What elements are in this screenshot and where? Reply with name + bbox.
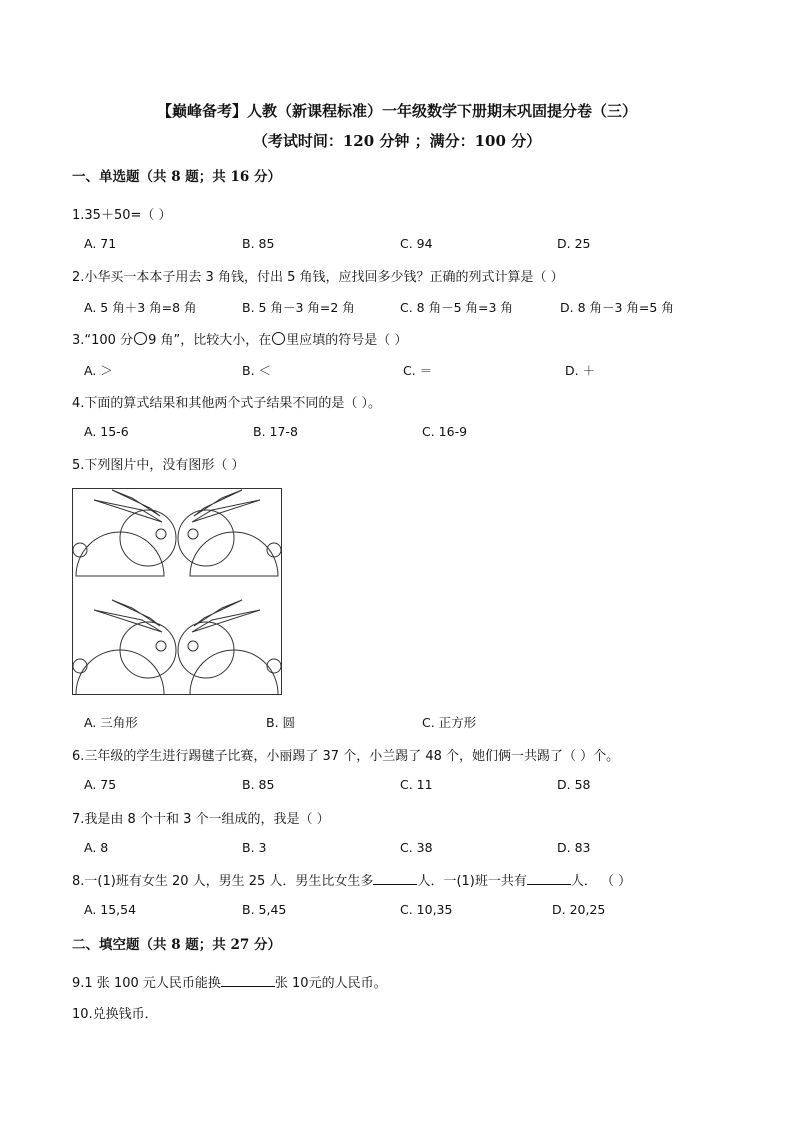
q8-option-a: A. 15,54	[84, 902, 137, 917]
answer-blank[interactable]	[527, 872, 571, 885]
q3-option-d: D. ＋	[565, 363, 596, 378]
q8-stem-part-a: 8.一(1)班有女生 20 人，男生 25 人．男生比女生多	[72, 874, 374, 889]
question-4: 4.下面的算式结果和其他两个式子结果不同的是（ ）。	[72, 396, 382, 411]
circle-blank-icon	[272, 332, 285, 345]
q7-option-b: B. 3	[242, 840, 267, 855]
circle-blank-icon	[134, 332, 147, 345]
q1-option-c: C. 94	[400, 236, 433, 251]
q6-option-b: B. 85	[242, 777, 275, 792]
q4-option-b: B. 17-8	[253, 424, 298, 439]
q2-option-d: D. 8 角－3 角=5 角	[560, 300, 674, 315]
rabbit-shapes-image	[72, 488, 282, 695]
question-7: 7.我是由 8 个十和 3 个一组成的，我是（ ）	[72, 812, 330, 827]
q5-option-c: C. 正方形	[422, 715, 477, 730]
q2-option-b: B. 5 角－3 角=2 角	[242, 300, 355, 315]
q3-stem-part-b: 9 角”，比较大小，在	[148, 333, 272, 348]
q8-stem-part-b: 人．一(1)班一共有	[417, 874, 527, 889]
question-2: 2.小华买一本本子用去 3 角钱，付出 5 角钱，应找回多少钱？正确的列式计算是（ ）	[72, 270, 564, 285]
section-heading-single-choice: 一、单选题（共 8 题；共 16 分）	[72, 169, 281, 185]
question-6: 6.三年级的学生进行踢毽子比赛，小丽踢了 37 个，小兰踢了 48 个，她们俩一共踢了（ ）个。	[72, 749, 620, 764]
q3-option-a: A. ＞	[84, 363, 113, 378]
q5-option-a: A. 三角形	[84, 715, 138, 730]
q2-option-c: C. 8 角－5 角=3 角	[400, 300, 513, 315]
q1-option-d: D. 25	[557, 236, 591, 251]
q6-option-c: C. 11	[400, 777, 433, 792]
section-heading-fill-in: 二、填空题（共 8 题；共 27 分）	[72, 937, 281, 953]
q4-option-c: C. 16-9	[422, 424, 468, 439]
question-10: 10.兑换钱币．	[72, 1007, 158, 1022]
q6-option-a: A. 75	[84, 777, 117, 792]
q9-stem-part-a: 9.1 张 100 元人民币能换	[72, 976, 221, 991]
q3-stem-part-a: 3.“100 分	[72, 333, 134, 348]
exam-title: 【巅峰备考】人教（新课程标准）一年级数学下册期末巩固提分卷（三）	[156, 102, 637, 120]
question-9	[72, 972, 387, 991]
answer-blank[interactable]	[221, 974, 275, 987]
q6-option-d: D. 58	[557, 777, 591, 792]
q4-option-a: A. 15-6	[84, 424, 129, 439]
q8-option-b: B. 5,45	[242, 902, 287, 917]
q5-option-b: B. 圆	[266, 715, 296, 730]
question-3	[72, 329, 407, 348]
q8-option-d: D. 20,25	[552, 902, 606, 917]
exam-subtitle: （考试时间：120 分钟 ；满分：100 分）	[252, 132, 542, 150]
q1-option-a: A. 71	[84, 236, 117, 251]
q7-option-c: C. 38	[400, 840, 433, 855]
q3-option-c: C. ＝	[403, 363, 433, 378]
q2-option-a: A. 5 角＋3 角=8 角	[84, 300, 197, 315]
q8-option-c: C. 10,35	[400, 902, 453, 917]
q3-option-b: B. ＜	[242, 363, 272, 378]
q7-option-d: D. 83	[557, 840, 591, 855]
q8-stem-part-c: 人． （ ）	[570, 874, 632, 889]
q9-stem-part-b: 张 10元的人民币。	[274, 976, 387, 991]
question-8	[72, 870, 631, 889]
q1-option-b: B. 85	[242, 236, 275, 251]
rabbit-shapes-figure	[72, 488, 282, 695]
question-5: 5.下列图片中，没有图形（ ）	[72, 458, 245, 473]
answer-blank[interactable]	[373, 872, 417, 885]
q3-stem-part-c: 里应填的符号是（ ）	[286, 333, 408, 348]
q7-option-a: A. 8	[84, 840, 109, 855]
question-1: 1.35＋50=（ ）	[72, 208, 172, 223]
